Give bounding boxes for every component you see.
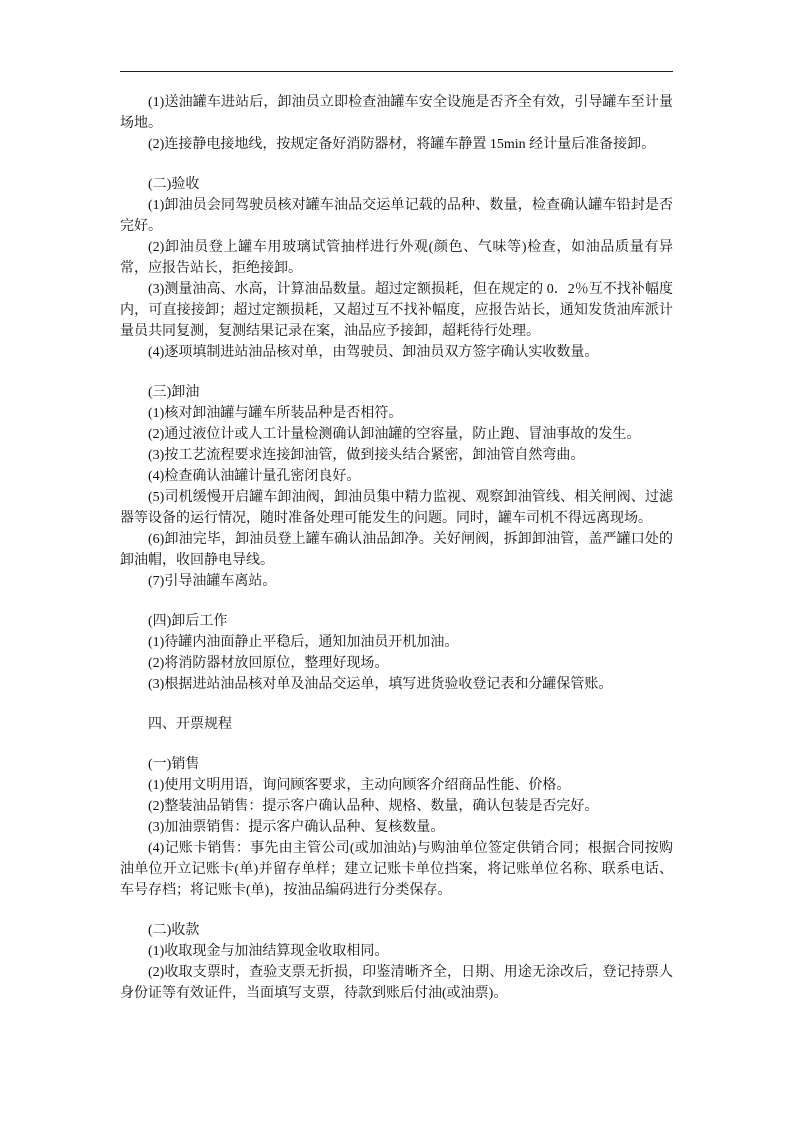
section-gap [120, 155, 673, 174]
section-heading: (一)销售 [148, 757, 200, 772]
paragraph: (3)测量油高、水高，计算油品数量。超过定额损耗，但在规定的 0．2％互不找补幅度内，可直接接卸；超过定额损耗，又超过互不找补幅度，应报告站长，通知发货油库派计量员共同复测，复测结果记录在案，油品应予接卸，超耗待行处理。 [120, 282, 673, 339]
section-gap [120, 695, 673, 714]
paragraph: (3)根据进站油品核对单及油品交运单，填写进货验收登记表和分罐保管账。 [148, 677, 613, 692]
paragraph: (1)卸油员会同驾驶员核对罐车油品交运单记载的品种、数量，检查确认罐车铅封是否完好。 [120, 198, 673, 234]
section-gap [120, 735, 673, 754]
paragraph: (5)司机缓慢开启罐车卸油阀，卸油员集中精力监视、观察卸油管线、相关闸阀、过滤器等设备的运行情况，随时准备处理可能发生的问题。同时，罐车司机不得远离现场。 [120, 490, 673, 526]
document-body [120, 92, 673, 1004]
paragraph: (1)核对卸油罐与罐车所装品种是否相符。 [148, 406, 403, 421]
section-heading: (三)卸油 [148, 385, 200, 400]
section-heading: (二)收款 [148, 923, 200, 938]
section-heading: (二)验收 [148, 177, 200, 192]
paragraph: (7)引导油罐车离站。 [148, 574, 277, 589]
paragraph: (4)逐项填制进站油品核对单，由驾驶员、卸油员双方签字确认实收数量。 [148, 345, 599, 360]
section-gap [120, 363, 673, 382]
paragraph: (2)卸油员登上罐车用玻璃试管抽样进行外观(颜色、气味等)检查，如油品质量有异常，应报告站长，拒绝接卸。 [120, 240, 673, 276]
paragraph: (4)检查确认油罐计量孔密闭良好。 [148, 469, 361, 484]
section-heading: 四、开票规程 [148, 717, 232, 732]
paragraph: (4)记账卡销售：事先由主管公司(或加油站)与购油单位签定供销合同；根据合同按购油单位开立记账卡(单)并留存单样；建立记账卡单位挡案，将记账单位名称、联系电话、车号存档；将记账卡(单)，按油品编码进行分类保存。 [120, 841, 673, 898]
paragraph: (2)整装油品销售：提示客户确认品种、规格、数量，确认包装是否完好。 [148, 799, 599, 814]
paragraph: (1)收取现金与加油结算现金收取相同。 [148, 944, 389, 959]
paragraph: (1)待罐内油面静止平稳后，通知加油员开机加油。 [148, 635, 459, 650]
section-heading: (四)卸后工作 [148, 614, 228, 629]
paragraph: (3)按工艺流程要求连接卸油管，做到接头结合紧密，卸油管自然弯曲。 [148, 448, 585, 463]
paragraph: (1)使用文明用语，询问顾客要求，主动向顾客介绍商品性能、价格。 [148, 778, 571, 793]
paragraph: (3)加油票销售：提示客户确认品种、复核数量。 [148, 820, 445, 835]
paragraph: (2)收取支票时，查验支票无折损，印鉴清晰齐全，日期、用途无涂改后，登记持票人身份证等有效证件，当面填写支票，待款到账后付油(或油票)。 [120, 965, 673, 1001]
paragraph: (2)通过液位计或人工计量检测确认卸油罐的空容量，防止跑、冒油事故的发生。 [148, 427, 641, 442]
section-gap [120, 901, 673, 920]
header-rule [120, 71, 673, 72]
paragraph: (1)送油罐车进站后，卸油员立即检查油罐车安全设施是否齐全有效，引导罐车至计量场地。 [120, 95, 673, 131]
paragraph: (6)卸油完毕，卸油员登上罐车确认油品卸净。关好闸阀，拆卸卸油管，盖严罐口处的卸油帽，收回静电导线。 [120, 532, 673, 568]
paragraph: (2)连接静电接地线，按规定备好消防器材，将罐车静置 15min 经计量后准备接卸。 [148, 137, 656, 152]
section-gap [120, 592, 673, 611]
paragraph: (2)将消防器材放回原位，整理好现场。 [148, 656, 389, 671]
